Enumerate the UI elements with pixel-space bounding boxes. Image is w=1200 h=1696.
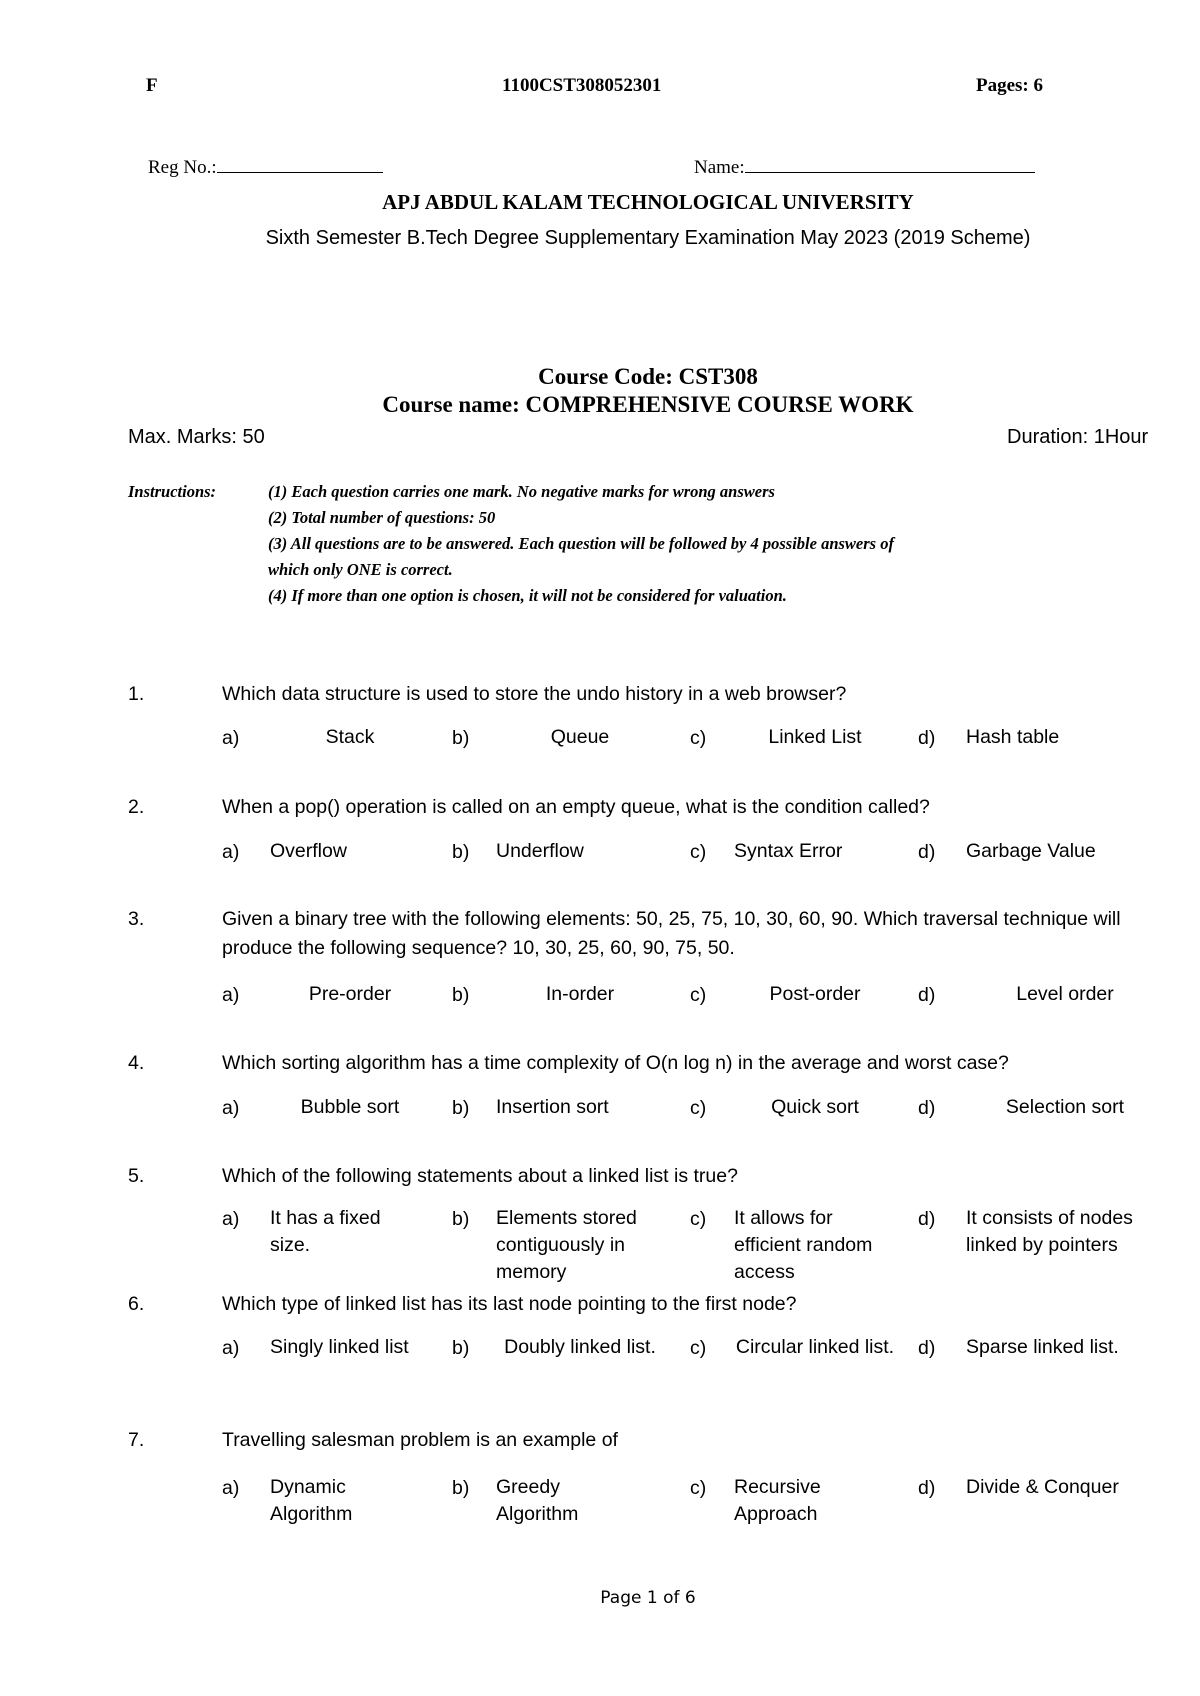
option-text: In-order bbox=[545, 983, 615, 1005]
option-text: Selection sort bbox=[1005, 1096, 1125, 1118]
course-name-value: COMPREHENSIVE COURSE WORK bbox=[525, 392, 914, 417]
option-letter: c) bbox=[690, 1337, 707, 1359]
question-text: Which type of linked list has its last node pointing to the first node? bbox=[222, 1293, 797, 1315]
instruction-line: (2) Total number of questions: 50 bbox=[268, 508, 496, 527]
question-number: 4. bbox=[128, 1052, 145, 1074]
option-letter: c) bbox=[690, 984, 707, 1006]
option-letter: c) bbox=[690, 727, 707, 749]
option-text: It allows for efficient random access bbox=[734, 1207, 873, 1283]
option-text: Divide & Conquer bbox=[966, 1476, 1119, 1498]
option-text: Garbage Value bbox=[966, 840, 1096, 862]
option-letter: a) bbox=[222, 727, 240, 749]
option-text: Hash table bbox=[966, 726, 1060, 748]
option-letter: d) bbox=[918, 1337, 936, 1359]
reg-no-label: Reg No.: bbox=[148, 157, 217, 178]
option-letter: d) bbox=[918, 984, 936, 1006]
option-letter: a) bbox=[222, 1208, 240, 1230]
option-letter: d) bbox=[918, 1477, 936, 1499]
option-text: Overflow bbox=[270, 840, 347, 862]
question-text: Given a binary tree with the following elements: 50, 25, 75, 10, 30, 60, 90. Which traversal technique will produce the following sequence? 10, 30, 25, 60, 90, 75, 50. bbox=[222, 908, 1121, 959]
instruction-line: (4) If more than one option is chosen, it will not be considered for valuation. bbox=[268, 586, 787, 605]
duration: Duration: 1Hour bbox=[1007, 426, 1149, 448]
question-number: 3. bbox=[128, 908, 145, 930]
option-text: Stack bbox=[325, 726, 375, 748]
option-letter: a) bbox=[222, 1477, 240, 1499]
question-number: 5. bbox=[128, 1165, 145, 1187]
paper-code: 1100CST308052301 bbox=[502, 75, 662, 96]
option-letter: b) bbox=[452, 1337, 470, 1359]
option-letter: d) bbox=[918, 727, 936, 749]
paper-set: F bbox=[146, 75, 158, 96]
option-text: Dynamic Algorithm bbox=[270, 1476, 353, 1525]
option-letter: b) bbox=[452, 1208, 470, 1230]
reg-no-field bbox=[148, 154, 383, 179]
page-footer: Page 1 of 6 bbox=[600, 1588, 696, 1608]
option-text: Level order bbox=[1016, 983, 1114, 1005]
name-line bbox=[745, 154, 1035, 173]
question-number: 2. bbox=[128, 796, 145, 818]
question-number: 6. bbox=[128, 1293, 145, 1315]
option-letter: b) bbox=[452, 1477, 470, 1499]
course-name bbox=[0, 392, 1200, 418]
name-field bbox=[694, 154, 1035, 179]
option-letter: d) bbox=[918, 1208, 936, 1230]
instruction-line: (3) All questions are to be answered. Each question will be followed by 4 possible answers of bbox=[268, 534, 894, 553]
option-letter: c) bbox=[690, 1097, 707, 1119]
option-text: Pre-order bbox=[308, 983, 392, 1005]
option-letter: b) bbox=[452, 984, 470, 1006]
option-text: Queue bbox=[550, 726, 610, 748]
question-text: When a pop() operation is called on an empty queue, what is the condition called? bbox=[222, 796, 930, 818]
university-title: APJ ABDUL KALAM TECHNOLOGICAL UNIVERSITY bbox=[382, 190, 914, 214]
option-text: Singly linked list bbox=[270, 1336, 409, 1358]
question-text: Which of the following statements about a linked list is true? bbox=[222, 1165, 738, 1187]
option-letter: c) bbox=[690, 841, 707, 863]
option-text: Sparse linked list. bbox=[966, 1336, 1119, 1358]
name-label: Name: bbox=[694, 157, 745, 178]
option-letter: d) bbox=[918, 1097, 936, 1119]
exam-title: Sixth Semester B.Tech Degree Supplementary Examination May 2023 (2019 Scheme) bbox=[265, 227, 1031, 249]
option-text: Insertion sort bbox=[496, 1096, 609, 1118]
option-text: Syntax Error bbox=[734, 840, 843, 862]
option-letter: b) bbox=[452, 1097, 470, 1119]
option-letter: b) bbox=[452, 841, 470, 863]
option-letter: a) bbox=[222, 1337, 240, 1359]
option-text: Bubble sort bbox=[300, 1096, 400, 1118]
page-count: Pages: 6 bbox=[976, 75, 1044, 96]
option-text: Post-order bbox=[769, 983, 861, 1005]
max-marks: Max. Marks: 50 bbox=[128, 426, 265, 448]
option-letter: c) bbox=[690, 1477, 707, 1499]
option-text: Elements stored contiguously in memory bbox=[496, 1207, 637, 1283]
question-number: 7. bbox=[128, 1429, 145, 1451]
option-text: Linked List bbox=[768, 726, 862, 748]
option-text: It consists of nodes linked by pointers bbox=[966, 1207, 1133, 1256]
question-text: Which data structure is used to store the undo history in a web browser? bbox=[222, 683, 847, 705]
option-text: Underflow bbox=[496, 840, 584, 862]
option-text: Greedy Algorithm bbox=[496, 1476, 579, 1525]
reg-no-line bbox=[217, 154, 383, 173]
course-code: Course Code: CST308 bbox=[538, 364, 758, 389]
question-text: Travelling salesman problem is an example of bbox=[222, 1429, 618, 1451]
option-text: Recursive Approach bbox=[734, 1476, 821, 1525]
instructions-label: Instructions: bbox=[128, 482, 217, 501]
option-letter: a) bbox=[222, 1097, 240, 1119]
option-text: Quick sort bbox=[771, 1096, 859, 1118]
option-text: Circular linked list. bbox=[735, 1336, 895, 1358]
instruction-line: (1) Each question carries one mark. No negative marks for wrong answers bbox=[268, 482, 775, 501]
option-text: It has a fixed size. bbox=[270, 1207, 381, 1256]
option-letter: c) bbox=[690, 1208, 707, 1230]
option-letter: b) bbox=[452, 727, 470, 749]
option-letter: d) bbox=[918, 841, 936, 863]
instruction-line: which only ONE is correct. bbox=[268, 560, 453, 579]
option-letter: a) bbox=[222, 841, 240, 863]
option-letter: a) bbox=[222, 984, 240, 1006]
question-number: 1. bbox=[128, 683, 145, 705]
question-text: Which sorting algorithm has a time complexity of O(n log n) in the average and worst case? bbox=[222, 1052, 1009, 1074]
course-name-label: Course name: bbox=[382, 392, 526, 417]
option-text: Doubly linked list. bbox=[504, 1336, 656, 1358]
